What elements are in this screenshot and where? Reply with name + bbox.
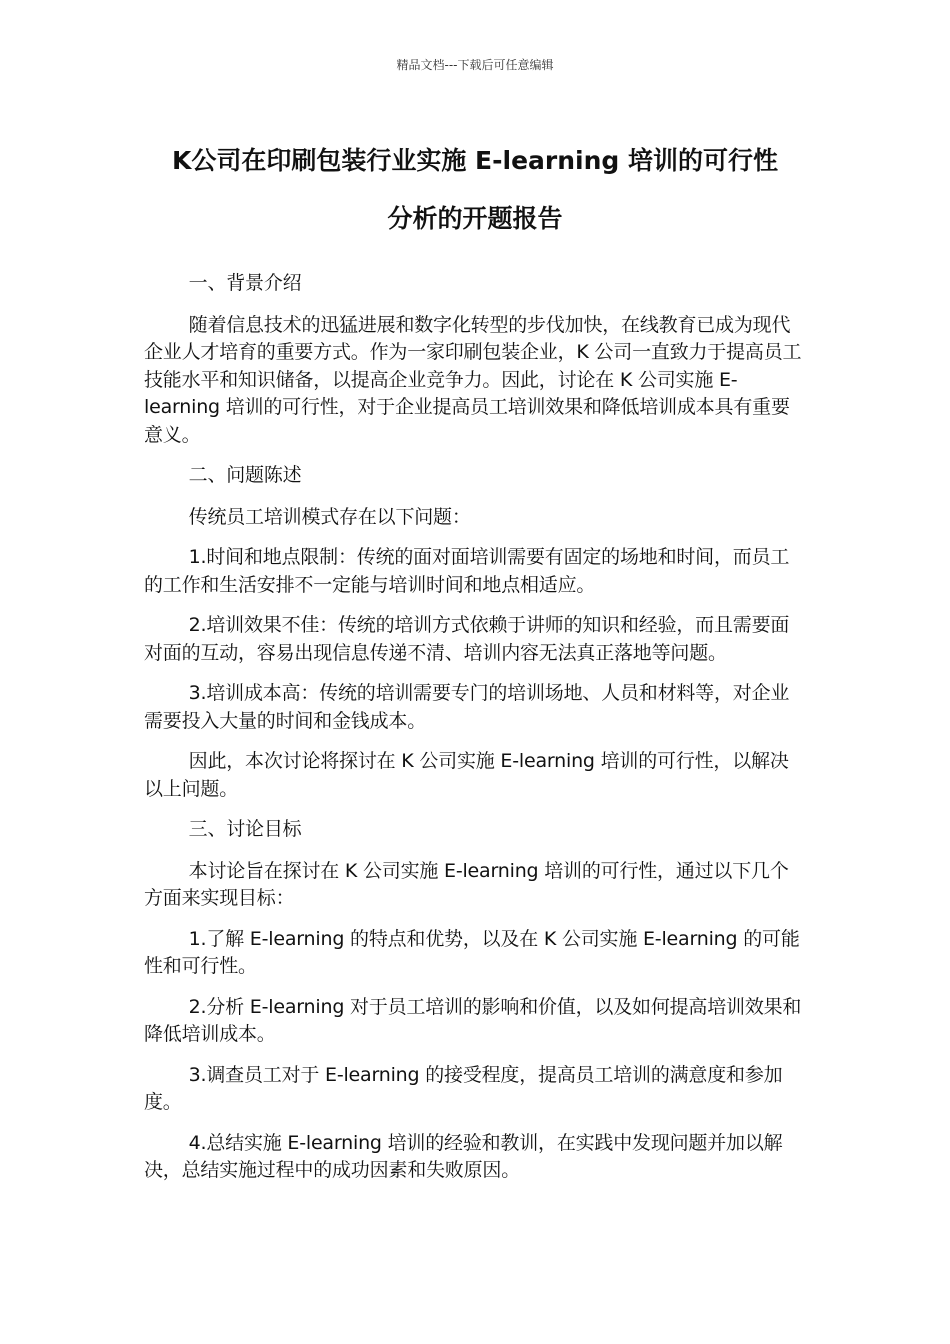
objective-item: 1.了解 E-learning 的特点和优势，以及在 K 公司实施 E-learning 的可能性和可行性。 [144, 927, 800, 977]
objective-item: 2.分析 E-learning 对于员工培训的影响和价值，以及如何提高培训效果和降低培训成本。 [144, 995, 802, 1045]
objective-item: 3.调查员工对于 E-learning 的接受程度，提高员工培训的满意度和参加度。 [144, 1063, 783, 1113]
problem-item: 1.时间和地点限制：传统的面对面培训需要有固定的场地和时间，而员工的工作和生活安排不一定能与培训时间和地点相适应。 [144, 546, 790, 596]
section-heading-objectives: 三、讨论目标 [188, 818, 302, 840]
problem-intro: 传统员工培训模式存在以下问题： [188, 505, 471, 528]
objectives-intro: 本讨论旨在探讨在 K 公司实施 E-learning 培训的可行性，通过以下几个方面来实现目标： [144, 859, 789, 909]
document-title-line-1: K公司在印刷包装行业实施 E-learning 培训的可行性 [171, 146, 779, 175]
problem-item: 3.培训成本高：传统的培训需要专门的培训场地、人员和材料等，对企业需要投入大量的时间和金钱成本。 [144, 682, 790, 732]
background-paragraph: 随着信息技术的迅猛进展和数字化转型的步伐加快，在线教育已成为现代企业人才培育的重要方式。作为一家印刷包装企业，K 公司一直致力于提高员工技能水平和知识储备，以提高企业竞争力。因此，讨论在 K 公司实施 E-learning 培训的可行性，对于企业提高员工培训效果和降低培训成本具有重要意义。 [144, 313, 802, 446]
problem-item: 2.培训效果不佳：传统的培训方式依赖于讲师的知识和经验，而且需要面对面的互动，容易出现信息传递不清、培训内容无法真正落地等问题。 [144, 614, 790, 664]
document-body [144, 270, 804, 1198]
objective-item: 4.总结实施 E-learning 培训的经验和教训，在实践中发现问题并加以解决，总结实施过程中的成功因素和失败原因。 [144, 1131, 783, 1181]
problem-conclusion: 因此，本次讨论将探讨在 K 公司实施 E-learning 培训的可行性，以解决以上问题。 [144, 750, 789, 800]
section-heading-background: 一、背景介绍 [188, 272, 302, 294]
document-title-line-2: 分析的开题报告 [387, 204, 563, 233]
page-header-note: 精品文档---下载后可任意编辑 [396, 58, 554, 72]
section-heading-problem: 二、问题陈述 [188, 464, 302, 486]
document-title [110, 132, 840, 248]
